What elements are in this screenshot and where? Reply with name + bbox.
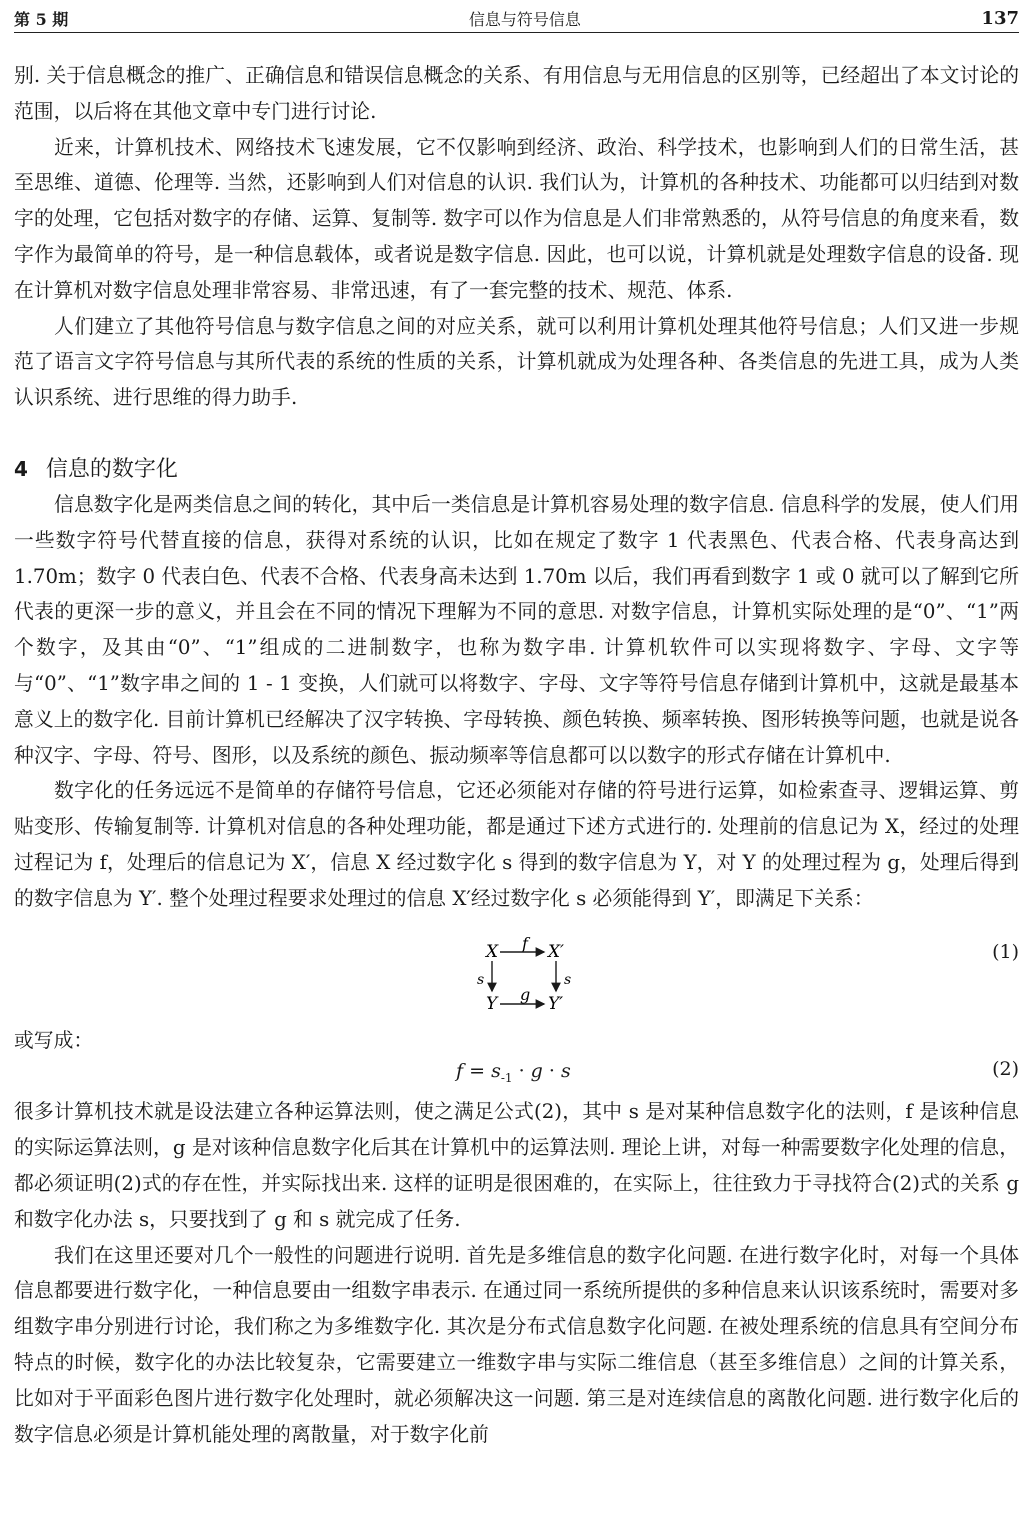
diagram-label-g: g [520, 984, 531, 1004]
diagram-x: X [486, 941, 499, 962]
equation-number: (2) [992, 1058, 1019, 1081]
paragraph: 很多计算机技术就是设法建立各种运算法则，使之满足公式(2)，其中 s 是对某种信息数字化的法则，f 是该种信息的实际运算法则，g 是对该种信息数字化后其在计算机中的运算法则. 理论上讲，对每一种需要数字化处理的信息，都必须证明(2)式的存在性，并实际找出来. 这样的证明是很困难的，在实际上，往往致力于寻找符合(2)式的关系 g 和数字化办法 s，只要找到了 g 和 s 就完成了任务. [14, 1100, 1019, 1231]
equation-2 [14, 1058, 1019, 1094]
running-header [14, 4, 1019, 33]
equation-1 [14, 917, 1019, 1023]
paragraph: 数字化的任务远远不是简单的存储符号信息，它还必须能对存储的符号进行运算，如检索查寻、逻辑运算、剪贴变形、传输复制等. 计算机对信息的各种处理功能，都是通过下述方式进行的. 处理前的信息记为 X，经过的处理过程记为 f，处理后的信息记为 X′，信息 X 经过数字化 s 得到的数字信息为 Y，对 Y 的处理过程为 g，处理后得到的数字信息为 Y′. 整个处理过程要求处理过的信息 X′经过数字化 s 必须能得到 Y′，即满足下关系： [14, 779, 1019, 910]
diagram-label-f: f [522, 933, 528, 953]
diagram-y-prime: Y′ [548, 993, 564, 1014]
diagram-x-prime: X′ [548, 941, 564, 962]
equation-expression: $f = s_{-1} \cdot g \cdot s$ [456, 1060, 571, 1086]
section-number: 4 [14, 456, 28, 481]
paragraph: 近来，计算机技术、网络技术飞速发展，它不仅影响到经济、政治、科学技术，也影响到人们的日常生活，甚至思维、道德、伦理等. 当然，还影响到人们对信息的认识. 我们认为，计算机的各种技术、功能都可以归结到对数字的处理，它包括对数字的存储、运算、复制等. 数字可以作为信息是人们非常熟悉的，从符号信息的角度来看，数字作为最简单的符号，是一种信息载体，或者说是数字信息. 因此，也可以说，计算机就是处理数字信息的设备. 现在计算机对数字信息处理非常容易、非常迅速，有了一套完整的技术、规范、体系. [14, 135, 1019, 302]
journal-title: 信息与符号信息 [468, 9, 581, 29]
paragraph: 我们在这里还要对几个一般性的问题进行说明. 首先是多维信息的数字化问题. 在进行数字化时，对每一个具体信息都要进行数字化，一种信息要由一组数字串表示. 在通过同一系统所提供的多种信息来认识该系统时，需要对多组数字串分别进行讨论，我们称之为多维数字化. 其次是分布式信息数字化问题. 在被处理系统的信息具有空间分布特点的时候，数字化的办法比较复杂，它需要建立一维数字串与实际二维信息（甚至多维信息）之间的计算关系，比如对于平面彩色图片进行数字化处理时，就必须解决这一问题. 第三是对连续信息的离散化问题. 进行数字化后的数字信息必须是计算机能处理的离散量，对于数字化前 [14, 1243, 1019, 1446]
issue-number: 第 5 期 [14, 9, 69, 29]
paragraph: 或写成： [14, 1028, 94, 1052]
page-number: 137 [981, 7, 1019, 29]
equation-number: (1) [992, 940, 1019, 963]
paragraph: 人们建立了其他符号信息与数字信息之间的对应关系，就可以利用计算机处理其他符号信息；人们又进一步规范了语言文字符号信息与其所代表的系统的性质的关系，计算机就成为处理各种、各类信息的先进工具，成为人类认识系统、进行思维的得力助手. [14, 314, 1019, 410]
section-heading [14, 452, 1019, 487]
diagram-label-s-left: s [477, 971, 485, 988]
diagram-y: Y [486, 993, 498, 1014]
diagram-label-s-right: s [564, 971, 572, 988]
section-title: 信息的数字化 [45, 456, 178, 482]
paragraph: 别. 关于信息概念的推广、正确信息和错误信息概念的关系、有用信息与无用信息的区别等，已经超出了本文讨论的范围，以后将在其他文章中专门进行讨论. [14, 64, 1019, 123]
commutative-diagram [476, 927, 586, 1015]
paragraph: 信息数字化是两类信息之间的转化，其中后一类信息是计算机容易处理的数字信息. 信息科学的发展，使人们用一些数字符号代替直接的信息，获得对系统的认识，比如在规定了数字 1 代表黑色、代表合格、代表身高达到 1.70m；数字 0 代表白色、代表不合格、代表身高未达到 1.70m 以后，我们再看到数字 1 或 0 就可以了解到它所代表的更深一步的意义，并且会在不同的情况下理解为不同的意思. 对数字信息，计算机实际处理的是“0”、“1”两个数字，及其由“0”、“1”组成的二进制数字，也称为数字串. 计算机软件可以实现将数字、字母、文字等与“0”、“1”数字串之间的 1 - 1 变换，人们就可以将数字、字母、文字等符号信息存储到计算机中，这就是最基本意义上的数字化. 目前计算机已经解决了汉字转换、字母转换、颜色转换、频率转换、图形转换等问题，也就是说各种汉字、字母、符号、图形，以及系统的颜色、振动频率等信息都可以以数字的形式存储在计算机中. [14, 492, 1019, 767]
article-body [14, 58, 1019, 1452]
